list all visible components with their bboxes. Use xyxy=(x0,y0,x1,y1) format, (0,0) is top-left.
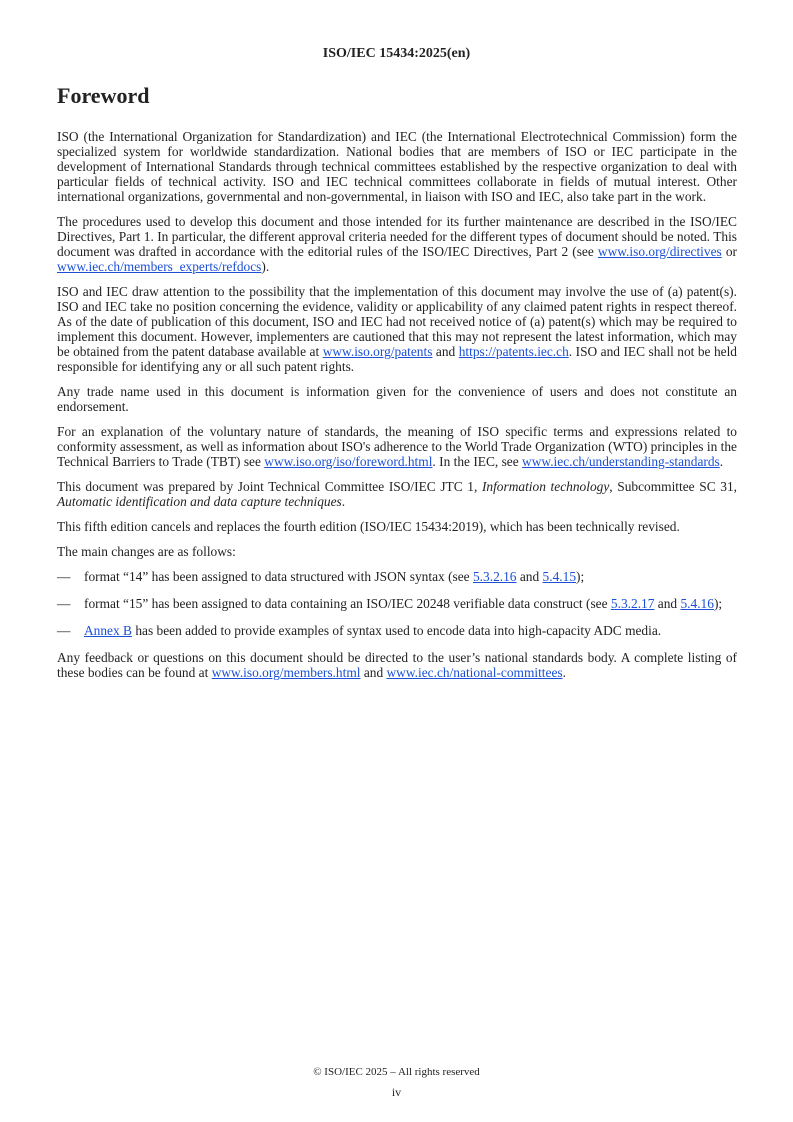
text: . ISO and IEC shall not be held responsible for identifying any or all such patent rights. xyxy=(57,344,738,374)
document-header: ISO/IEC 15434:2025(en) xyxy=(322,46,471,61)
list-item xyxy=(57,596,737,611)
reference-link[interactable]: www.iso.org/directives xyxy=(597,244,722,259)
paragraph xyxy=(57,384,737,414)
text: The main changes are as follows: xyxy=(57,544,236,559)
list-dash: — xyxy=(57,569,71,584)
text: and xyxy=(654,596,681,611)
text: and xyxy=(432,344,459,359)
list-dash: — xyxy=(57,623,71,638)
reference-link[interactable]: 5.4.16 xyxy=(680,596,714,611)
text: and xyxy=(360,665,387,680)
list-item-text xyxy=(84,569,737,584)
reference-link[interactable]: Annex B xyxy=(84,623,132,638)
text: or xyxy=(721,244,737,259)
text: format “15” has been assigned to data containing an ISO/IEC 20248 verifiable data construct (see xyxy=(84,596,611,611)
paragraph xyxy=(57,424,737,469)
list-item-text xyxy=(84,596,737,611)
reference-link[interactable]: www.iec.ch/national-committees xyxy=(386,665,563,680)
text: This fifth edition cancels and replaces the fourth edition (ISO/IEC 15434:2019), which has been technically revised. xyxy=(57,519,680,534)
reference-link[interactable]: www.iec.ch/members_experts/refdocs xyxy=(57,259,262,274)
paragraph xyxy=(57,284,737,374)
paragraph xyxy=(57,214,737,274)
copyright-footer: © ISO/IEC 2025 – All rights reserved xyxy=(313,1066,480,1078)
text: and xyxy=(516,569,543,584)
text: This document was prepared by Joint Technical Committee ISO/IEC JTC 1, xyxy=(57,479,482,494)
reference-link[interactable]: 5.3.2.17 xyxy=(610,596,655,611)
text: Any trade name used in this document is information given for the convenience of users and does not constitute an endorsement. xyxy=(57,384,737,414)
reference-link[interactable]: 5.3.2.16 xyxy=(472,569,517,584)
text: , Subcommittee SC 31, xyxy=(609,479,737,494)
list-item xyxy=(57,623,737,638)
paragraph xyxy=(57,544,737,559)
text: ISO and IEC draw attention to the possibility that the implementation of this document may involve the use of (a) patent(s). ISO and IEC take no position concerning the evidence, validity or applicability of any claimed patent rights in respect thereof. As of the date of publication of this document, ISO and IEC had not received notice of (a) patent(s) which may be required to implement this document. However, implementers are cautioned that this may not represent the latest information, which may be obtained from the patent database available at xyxy=(57,284,737,359)
list-dash: — xyxy=(57,596,71,611)
text: format “14” has been assigned to data structured with JSON syntax (see xyxy=(84,569,473,584)
italic-text: Information technology xyxy=(481,479,610,494)
text: ); xyxy=(576,569,585,584)
reference-link[interactable]: www.iec.ch/understanding-standards xyxy=(522,454,720,469)
text: . In the IEC, see xyxy=(432,454,523,469)
paragraph xyxy=(57,650,737,680)
foreword-body xyxy=(57,129,737,690)
page-number: iv xyxy=(391,1085,402,1099)
text: ); xyxy=(713,596,723,611)
text: . xyxy=(562,665,566,680)
text: ISO (the International Organization for Standardization) and IEC (the International Electrotechnical Commission) form the specialized system for worldwide standardization. National bodies that are members of ISO or IEC participate in the development of International Standards through technical committees established by the respective organization to deal with particular fields of technical activity. ISO and IEC technical committees collaborate in fields of mutual interest. Other international organizations, governmental and non-governmental, in liaison with ISO and IEC, also take part in the work. xyxy=(57,129,737,204)
text: Any feedback or questions on this document should be directed to the user’s national standards body. A complete listing of these bodies can be found at xyxy=(57,650,737,680)
text: . xyxy=(719,454,724,469)
reference-link[interactable]: www.iso.org/patents xyxy=(322,344,433,359)
text: For an explanation of the voluntary nature of standards, the meaning of ISO specific terms and expressions related to conformity assessment, as well as information about ISO's adherence to the World Trade Organization (WTO) principles in the Technical Barriers to Trade (TBT) see xyxy=(57,424,737,469)
text: The procedures used to develop this document and those intended for its further maintenance are described in the ISO/IEC Directives, Part 1. In particular, the different approval criteria needed for the different types of document should be noted. This document was drafted in accordance with the editorial rules of the ISO/IEC Directives, Part 2 (see xyxy=(57,214,737,259)
paragraph xyxy=(57,129,737,204)
reference-link[interactable]: https://patents.iec.ch xyxy=(458,344,569,359)
reference-link[interactable]: www.iso.org/iso/foreword.html xyxy=(264,454,433,469)
reference-link[interactable]: www.iso.org/members.html xyxy=(211,665,361,680)
text: has been added to provide examples of syntax used to encode data into high-capacity ADC media. xyxy=(131,623,662,638)
text: . xyxy=(341,494,346,509)
text: ). xyxy=(261,259,270,274)
list-item-text xyxy=(84,623,737,638)
italic-text: Automatic identification and data capture techniques xyxy=(57,494,342,509)
paragraph xyxy=(57,519,737,534)
reference-link[interactable]: 5.4.15 xyxy=(542,569,577,584)
section-title: Foreword xyxy=(57,83,150,108)
paragraph xyxy=(57,479,737,509)
list-item xyxy=(57,569,737,584)
